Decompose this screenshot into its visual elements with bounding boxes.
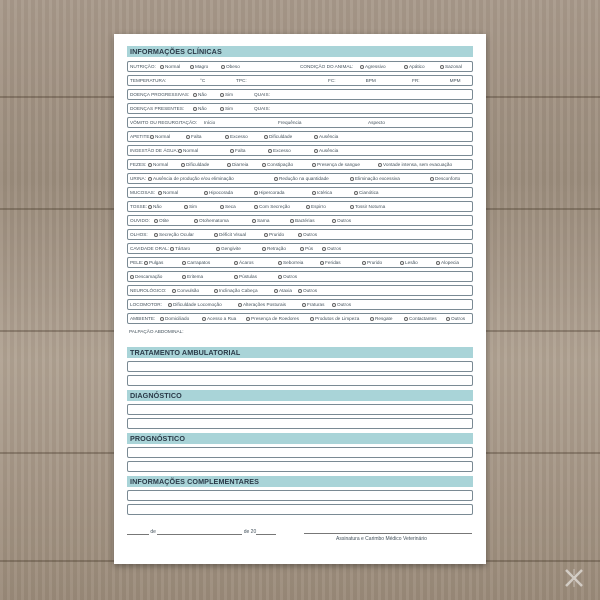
- row-cough: [127, 201, 473, 212]
- option[interactable]: Presença de sangue: [312, 160, 360, 170]
- option[interactable]: Sim: [220, 104, 233, 114]
- row-oral-cavity: [127, 243, 473, 254]
- option[interactable]: Otite: [154, 216, 169, 226]
- section-treatment: TRATAMENTO AMBULATORIAL: [127, 347, 473, 358]
- row-water-intake: [127, 145, 473, 156]
- field[interactable]: Frequência: [278, 118, 356, 128]
- signature-line[interactable]: [304, 533, 472, 534]
- option[interactable]: Não: [193, 104, 207, 114]
- row-nutrition: [127, 61, 473, 72]
- row-label: NEUROLÓGICO:: [130, 288, 167, 293]
- row-label: INGESTÃO DE ÁGUA:: [130, 148, 178, 153]
- row-present-diseases: [127, 103, 473, 114]
- row-urine: [127, 173, 473, 184]
- option[interactable]: Otohematoma: [194, 216, 229, 226]
- row-label: APETITE:: [130, 134, 151, 139]
- row-label: PALPAÇÃO ABDOMINAL:: [129, 329, 184, 334]
- row-label: LOCOMOTOR:: [130, 302, 162, 307]
- row-ear: [127, 215, 473, 226]
- option[interactable]: Prurido: [362, 258, 382, 268]
- option[interactable]: Alterações Posturais: [238, 300, 286, 310]
- option[interactable]: Outros: [332, 216, 451, 226]
- option[interactable]: Dificuldade: [264, 132, 292, 142]
- option[interactable]: Vontade intensa, sem evacuação: [378, 160, 452, 170]
- option[interactable]: Espirro: [306, 202, 326, 212]
- option[interactable]: Eritema: [182, 272, 203, 282]
- option[interactable]: Com Secreção: [254, 202, 290, 212]
- option[interactable]: Resgate: [370, 314, 392, 324]
- option[interactable]: Feridas: [320, 258, 341, 268]
- option[interactable]: Produtos de Limpeza: [310, 314, 359, 324]
- complementary-line[interactable]: [127, 504, 473, 515]
- option[interactable]: Inclinação Cabeça: [214, 286, 258, 296]
- row-label: QUAIS:: [254, 92, 270, 97]
- option[interactable]: Domiciliado: [160, 314, 189, 324]
- option[interactable]: Eliminação excessiva: [350, 174, 400, 184]
- row-label: MUCOSAS:: [130, 190, 156, 195]
- option[interactable]: Outros: [298, 230, 457, 240]
- option[interactable]: Cianótica: [354, 188, 379, 198]
- option[interactable]: Sim: [184, 202, 197, 212]
- row-label: CAVIDADE ORAL:: [130, 246, 169, 251]
- option[interactable]: Prurido: [264, 230, 284, 240]
- row-label: TOSSE:: [130, 204, 148, 209]
- option[interactable]: Pulgas: [144, 258, 163, 268]
- row-label: OUVIDO:: [130, 218, 150, 223]
- option[interactable]: Pús: [300, 244, 313, 254]
- option[interactable]: Hipocorada: [204, 188, 233, 198]
- option[interactable]: Constipação: [262, 160, 293, 170]
- signature-label: Assinatura e Carimbo Médico Veterinário: [336, 536, 427, 542]
- row-locomotor: [127, 299, 473, 310]
- date-de-label: de: [150, 529, 156, 535]
- treatment-line[interactable]: [127, 375, 473, 386]
- option[interactable]: Hipercorada: [254, 188, 285, 198]
- option[interactable]: Excesso: [268, 146, 291, 156]
- option[interactable]: Apático: [404, 62, 425, 72]
- option[interactable]: Tártaro: [170, 244, 190, 254]
- row-label: VÔMITO OU REGURGITAÇÃO:: [130, 120, 198, 125]
- field[interactable]: TPC:: [236, 76, 297, 86]
- option[interactable]: Normal: [160, 62, 180, 72]
- option[interactable]: Falta: [230, 146, 245, 156]
- row-label: URINA:: [130, 176, 146, 181]
- row-mucous: [127, 187, 473, 198]
- complementary-line[interactable]: [127, 490, 473, 501]
- option[interactable]: Ictérica: [312, 188, 332, 198]
- option[interactable]: Outros: [298, 286, 457, 296]
- option[interactable]: Magro: [190, 62, 208, 72]
- option[interactable]: Ausência de produção e/ou eliminação: [148, 174, 234, 184]
- option[interactable]: Não: [148, 202, 162, 212]
- option[interactable]: Diarreia: [227, 160, 248, 170]
- option[interactable]: Pústulas: [234, 272, 257, 282]
- row-appetite: [127, 131, 473, 142]
- option[interactable]: Secreção Ocular: [154, 230, 194, 240]
- option[interactable]: Normal: [150, 132, 170, 142]
- option[interactable]: Déficit Visual: [214, 230, 246, 240]
- option[interactable]: Normal: [158, 188, 178, 198]
- option[interactable]: Outros: [322, 244, 451, 254]
- option[interactable]: Bactérias: [290, 216, 315, 226]
- section-complementary: INFORMAÇÕES COMPLEMENTARES: [127, 476, 473, 487]
- option[interactable]: Carrapatos: [182, 258, 210, 268]
- row-label: NUTRIÇÃO:: [130, 64, 156, 69]
- option[interactable]: Dificuldade: [181, 160, 209, 170]
- row-label: AMBIENTE:: [130, 316, 156, 321]
- option[interactable]: Contactantes: [404, 314, 437, 324]
- row-skin-cont: [127, 271, 473, 282]
- option[interactable]: Agressivo: [360, 62, 386, 72]
- option[interactable]: Fraturas: [302, 300, 324, 310]
- field[interactable]: FR: MPM: [412, 76, 461, 86]
- option[interactable]: Excesso: [225, 132, 248, 142]
- treatment-line[interactable]: [127, 361, 473, 372]
- option[interactable]: Acesso a Rua: [202, 314, 236, 324]
- row-label: DOENÇA PROGRESSIVAS:: [130, 92, 190, 97]
- diagnosis-line[interactable]: [127, 418, 473, 429]
- option[interactable]: Sim: [220, 90, 233, 100]
- option[interactable]: Tossir Noturna: [350, 202, 385, 212]
- row-neurological: [127, 285, 473, 296]
- option[interactable]: Outros: [446, 314, 465, 324]
- prognosis-line[interactable]: [127, 461, 473, 472]
- diagnosis-line[interactable]: [127, 404, 473, 415]
- date-line[interactable]: [127, 529, 276, 535]
- prognosis-line[interactable]: [127, 447, 473, 458]
- option[interactable]: Não: [193, 90, 207, 100]
- row-eyes: [127, 229, 473, 240]
- option[interactable]: Retração: [262, 244, 286, 254]
- row-label: OLHOS:: [130, 232, 148, 237]
- option[interactable]: Falta: [186, 132, 201, 142]
- option[interactable]: Outros: [332, 300, 451, 310]
- row-abdominal-palpation[interactable]: [127, 327, 473, 338]
- option[interactable]: Seca: [220, 202, 236, 212]
- row-progressive-diseases: [127, 89, 473, 100]
- field[interactable]: Início: [204, 118, 275, 128]
- row-label: PELE:: [130, 260, 144, 265]
- option[interactable]: Ataxia: [274, 286, 292, 296]
- option[interactable]: Normal: [148, 160, 168, 170]
- option[interactable]: Seborreia: [278, 258, 303, 268]
- row-label: CONDIÇÃO DO ANIMAL:: [300, 64, 354, 69]
- row-feces: [127, 159, 473, 170]
- option[interactable]: Sazonal: [440, 62, 462, 72]
- option[interactable]: Descamação: [130, 272, 162, 282]
- option[interactable]: Outros: [278, 272, 447, 282]
- row-temperature: [127, 75, 473, 86]
- watermark-logo-icon: [563, 567, 585, 589]
- option[interactable]: Desconforto: [430, 174, 460, 184]
- row-environment: [127, 313, 473, 324]
- field[interactable]: FC: BPM: [328, 76, 376, 86]
- option[interactable]: Normal: [178, 146, 198, 156]
- option[interactable]: Alopecia: [436, 258, 459, 268]
- option[interactable]: Lesão: [400, 258, 418, 268]
- option[interactable]: Presença de Roedores: [246, 314, 299, 324]
- section-clinical-info: INFORMAÇÕES CLÍNICAS: [127, 46, 473, 57]
- row-label: QUAIS:: [254, 106, 270, 111]
- row-label: FEZES:: [130, 162, 147, 167]
- section-prognosis: PROGNÓSTICO: [127, 433, 473, 444]
- option[interactable]: Sarna: [252, 216, 270, 226]
- form-sheet: [114, 34, 486, 564]
- option[interactable]: Ácaros: [234, 258, 254, 268]
- option[interactable]: Obeso: [221, 62, 240, 72]
- option[interactable]: Convulsão: [172, 286, 199, 296]
- option[interactable]: Ausência: [314, 132, 338, 142]
- row-vomiting: [127, 117, 473, 128]
- option[interactable]: Ausência: [314, 146, 338, 156]
- field[interactable]: Aspecto: [368, 118, 455, 128]
- section-diagnosis: DIAGNÓSTICO: [127, 390, 473, 401]
- row-skin: [127, 257, 473, 268]
- field[interactable]: °C: [170, 76, 205, 86]
- option[interactable]: Redução na quantidade: [274, 174, 329, 184]
- row-label: TEMPERATURA:: [130, 78, 167, 83]
- option[interactable]: Dificuldade Locomoção: [168, 300, 222, 310]
- row-label: DOENÇAS PRESENTES:: [130, 106, 185, 111]
- option[interactable]: Gengivite: [216, 244, 241, 254]
- date-year-label: de 20: [243, 529, 257, 535]
